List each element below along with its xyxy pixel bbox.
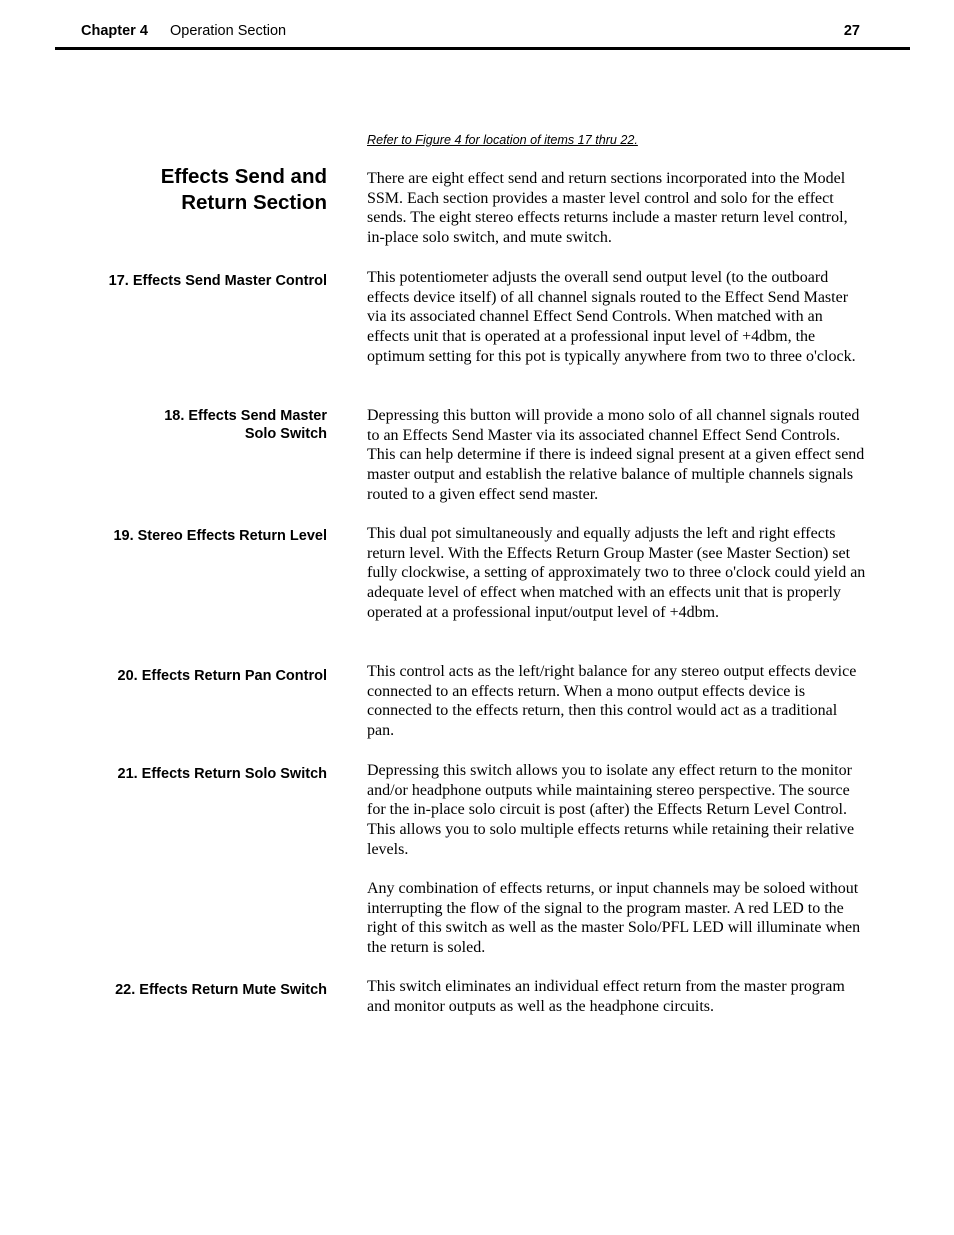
item-20-label: 20. Effects Return Pan Control <box>117 668 327 684</box>
item-17-label: 17. Effects Send Master Control <box>108 273 327 289</box>
item-17-text: This potentiometer adjusts the overall send output level (to the outboard effects device itself) of all channel signals routed to the Effect Send Master via its associated channel Effect Send Controls. When matched with an effects unit that is operated at a professional input level of +4dbm, the optimum setting for this pot is typically anywhere from two to three o'clock. <box>367 269 856 365</box>
item-18-label <box>164 407 327 443</box>
section-title-line1: Effects Send and <box>160 165 327 188</box>
section-name: Operation Section <box>170 23 287 39</box>
item-20-text: This control acts as the left/right balance for any stereo output effects device connected to an effects return. When a mono output effects device is connected to the effects return, then this control would act as a traditional pan. <box>367 663 857 740</box>
item-22-text: This switch eliminates an individual effect return from the master program and monitor outputs as well as the headphone circuits. <box>367 978 845 1015</box>
item-18-label-line2: Solo Switch <box>244 426 327 442</box>
item-22-label: 22. Effects Return Mute Switch <box>115 982 327 998</box>
item-19-text: This dual pot simultaneously and equally adjusts the left and right effects return level. With the Effects Return Group Master (see Master Section) set fully clockwise, a setting of approximately two to three o'clock could yield an adequate level of effect when matched with an effects unit that is properly operated at a professional input/output level of +4dbm. <box>367 525 866 621</box>
item-18-label-line1: 18. Effects Send Master <box>164 408 327 424</box>
item-21-label: 21. Effects Return Solo Switch <box>117 766 327 782</box>
figure-reference-note: Refer to Figure 4 for location of items 17 thru 22. <box>367 133 638 147</box>
section-title-line2: Return Section <box>181 190 327 214</box>
item-21-text-continued: Any combination of effects returns, or input channels may be soloed without interrupting the flow of the signal to the program master. A red LED to the right of this switch as well as the master Solo/PFL LED will illuminate when the return is soled. <box>367 880 861 957</box>
page-header <box>55 0 910 50</box>
page-number: 27 <box>843 23 860 39</box>
item-21-text: Depressing this switch allows you to isolate any effect return to the monitor and/or headphone outputs while maintaining stereo perspective. The source for the in-place solo circuit is post (after) the Effects Return Level Control. This allows you to solo multiple effects returns while retaining their relative levels. <box>367 762 855 858</box>
intro-paragraph: There are eight effect send and return sections incorporated into the Model SSM. Each section provides a master level control and solo for the effect sends. The eight stereo effects returns include a master return level control, in-place solo switch, and mute switch. <box>367 170 848 247</box>
item-19-label: 19. Stereo Effects Return Level <box>113 528 327 544</box>
item-18-text: Depressing this button will provide a mono solo of all channel signals routed to an Effects Send Master via its associated channel Effect Send Controls. This can help determine if there is indeed signal present at a given effect send master output and establish the relative balance of multiple channels signals routed to a given effect send master. <box>367 407 865 503</box>
section-title <box>161 164 327 215</box>
chapter-label: Chapter 4 <box>81 23 148 39</box>
